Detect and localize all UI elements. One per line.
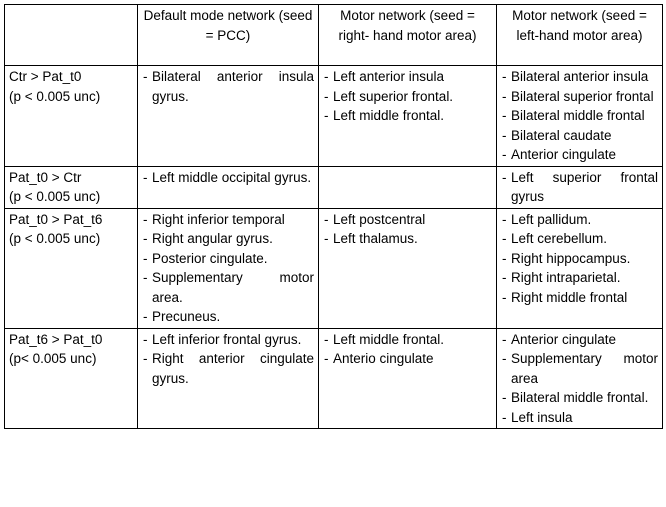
region-item: - Precuneus. — [142, 307, 314, 327]
region-item: - Right anterior cingulate gyrus. — [142, 349, 314, 388]
contrast-name: Pat_t0 > Ctr — [9, 169, 82, 185]
region-item: - Anterior cingulate — [501, 330, 658, 350]
dmn-cell — [138, 166, 319, 208]
region-item: - Left middle frontal. — [323, 330, 492, 350]
region-item: - Left middle frontal. — [323, 106, 492, 126]
region-item: - Right intraparietal. — [501, 268, 658, 288]
table-row — [5, 66, 663, 167]
region-item: - Posterior cingulate. — [142, 249, 314, 269]
region-item: - Left thalamus. — [323, 229, 492, 249]
contrast-label — [5, 328, 138, 429]
region-item: - Right angular gyrus. — [142, 229, 314, 249]
right-motor-cell — [319, 166, 497, 208]
table-row — [5, 328, 663, 429]
region-item: - Left pallidum. — [501, 210, 658, 230]
contrast-label — [5, 166, 138, 208]
region-item: - Left superior frontal. — [323, 87, 492, 107]
region-item: - Left middle occipital gyrus. — [142, 168, 314, 188]
region-item: - Left insula — [501, 408, 658, 428]
contrast-name: Ctr > Pat_t0 — [9, 69, 82, 84]
header-motor-left: Motor network (seed = left-hand motor area) — [497, 5, 663, 66]
header-row — [5, 5, 663, 66]
contrast-threshold: (p < 0.005 unc) — [9, 231, 101, 246]
region-item: - Bilateral anterior insula — [501, 67, 658, 87]
region-item: - Left superior frontal gyrus — [501, 168, 658, 207]
dmn-cell — [138, 328, 319, 429]
region-item: - Left anterior insula — [323, 67, 492, 87]
region-item: - Anterio cingulate — [323, 349, 492, 369]
header-cell-empty — [5, 5, 138, 66]
right-motor-cell — [319, 208, 497, 328]
region-item: - Supplementary motor area. — [142, 268, 314, 307]
region-item: - Right hippocampus. — [501, 249, 658, 269]
region-item: - Supplementary motor area — [501, 349, 658, 388]
region-item: - Bilateral superior frontal — [501, 87, 658, 107]
region-item: - Bilateral middle frontal — [501, 106, 658, 126]
left-motor-cell — [497, 166, 663, 208]
header-default-mode: Default mode network (seed = PCC) — [138, 5, 319, 66]
region-item: - Right inferior temporal — [142, 210, 314, 230]
table-row — [5, 208, 663, 328]
right-motor-cell — [319, 66, 497, 167]
dmn-cell — [138, 208, 319, 328]
region-item: - Right middle frontal — [501, 288, 658, 308]
dmn-cell — [138, 66, 319, 167]
contrast-name: Pat_t0 > Pat_t6 — [9, 211, 103, 227]
contrast-label — [5, 66, 138, 167]
region-item: - Bilateral caudate — [501, 126, 658, 146]
left-motor-cell — [497, 208, 663, 328]
table-row — [5, 166, 663, 208]
contrast-threshold: (p < 0.005 unc) — [9, 189, 101, 204]
region-item: - Bilateral middle frontal. — [501, 388, 658, 408]
region-item: - Bilateral anterior insula gyrus. — [142, 67, 314, 106]
contrast-threshold: (p < 0.005 unc) — [9, 88, 101, 104]
right-motor-cell — [319, 328, 497, 429]
results-table — [4, 4, 663, 429]
left-motor-cell — [497, 328, 663, 429]
contrast-threshold: (p< 0.005 unc) — [9, 351, 97, 366]
region-item: - Anterior cingulate — [501, 145, 658, 165]
region-item: - Left inferior frontal gyrus. — [142, 330, 314, 350]
contrast-label — [5, 208, 138, 328]
header-motor-right: Motor network (seed = right- hand motor area) — [319, 5, 497, 66]
left-motor-cell — [497, 66, 663, 167]
region-item: - Left postcentral — [323, 210, 492, 230]
contrast-name: Pat_t6 > Pat_t0 — [9, 331, 103, 347]
region-item: - Left cerebellum. — [501, 229, 658, 249]
